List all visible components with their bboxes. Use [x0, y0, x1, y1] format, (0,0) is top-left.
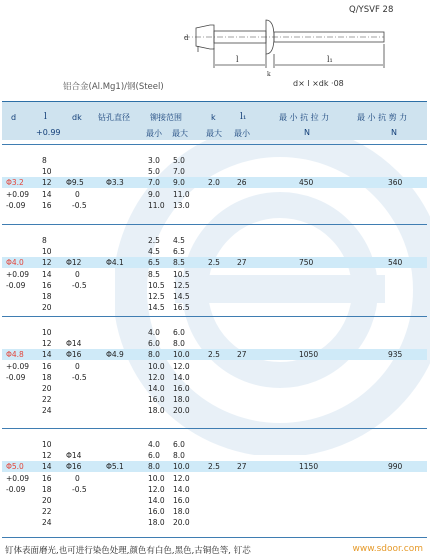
- cell-grip-max: 6.0: [173, 328, 185, 337]
- table-row: [2, 189, 427, 200]
- cell-grip-min: 3.0: [148, 156, 160, 165]
- header-grip-max: 最大: [172, 129, 188, 138]
- table-row: [2, 394, 427, 405]
- cell-tensile: 750: [299, 258, 314, 268]
- header-l1-min: 最小: [234, 129, 250, 138]
- header-l1: l₁: [240, 112, 247, 122]
- cell-grip-min: 10.0: [148, 361, 165, 371]
- cell-grip-min: 7.0: [148, 178, 160, 188]
- footer: [2, 537, 427, 560]
- header-l-tol: +0.99: [36, 128, 61, 137]
- cell-head-diameter: Φ16: [66, 350, 82, 360]
- header-grip: 铆接范围: [150, 113, 182, 122]
- spec-code: Q/YSVF 28: [349, 5, 394, 15]
- size-group: [2, 428, 427, 533]
- cell-grip-max: 8.5: [173, 258, 185, 268]
- cell-length: 14: [42, 189, 52, 199]
- table-row: [2, 495, 427, 506]
- cell-grip-max: 20.0: [173, 518, 190, 528]
- cell-grip-min: 8.0: [148, 462, 160, 472]
- cell-length: 18: [42, 372, 52, 382]
- table-row: [2, 200, 427, 211]
- cell-head-height: 2.5: [208, 462, 220, 472]
- material-label: 铝合金(Al.Mg1)/钢(Steel): [63, 82, 164, 92]
- cell-diameter-tol-minus: -0.09: [6, 484, 26, 494]
- cell-length: 16: [42, 473, 52, 483]
- cell-length: 18: [42, 484, 52, 494]
- cell-grip-max: 8.0: [173, 339, 185, 349]
- cell-grip-min: 8.5: [148, 269, 160, 279]
- cell-shear: 935: [388, 350, 403, 360]
- cell-head-tol: 0: [75, 189, 80, 199]
- table-row: [2, 338, 427, 349]
- diagram-label-k: k: [267, 71, 271, 78]
- size-group: [2, 224, 427, 317]
- cell-drill: Φ5.1: [106, 462, 124, 472]
- cell-length: 22: [42, 395, 52, 405]
- cell-diameter-tol-plus: +0.09: [6, 189, 29, 199]
- cell-diameter-tol-plus: +0.09: [6, 361, 29, 371]
- table-row: [2, 291, 427, 302]
- cell-length: 14: [42, 350, 52, 360]
- table-row: [2, 177, 427, 188]
- cell-head-diameter-alt: Φ14: [66, 451, 82, 461]
- cell-head-height: 2.0: [208, 178, 220, 188]
- table-row: [2, 405, 427, 416]
- table-row: [2, 517, 427, 528]
- cell-grip-min: 16.0: [148, 395, 165, 405]
- cell-grip-min: 18.0: [148, 406, 165, 416]
- cell-grip-min: 11.0: [148, 200, 165, 210]
- header-d: d: [11, 113, 17, 122]
- header-tensile-unit: N: [304, 128, 310, 137]
- table-row: [2, 484, 427, 495]
- cell-drill: Φ3.3: [106, 178, 124, 188]
- cell-grip-max: 10.5: [173, 269, 190, 279]
- cell-shear: 360: [388, 178, 403, 188]
- cell-grip-max: 12.0: [173, 473, 190, 483]
- diagram-label-l1: l₁: [327, 55, 333, 64]
- cell-head-tol-minus: -0.5: [72, 280, 87, 290]
- table-row: [2, 235, 427, 246]
- cell-grip-min: 4.0: [148, 328, 160, 337]
- table-row: [2, 302, 427, 313]
- cell-grip-max: 10.0: [173, 350, 190, 360]
- header-dk: dk: [72, 113, 82, 122]
- cell-grip-max: 12.5: [173, 280, 190, 290]
- cell-head-diameter: Φ12: [66, 258, 82, 268]
- cell-diameter-tol-minus: -0.09: [6, 200, 26, 210]
- table-row: [2, 450, 427, 461]
- cell-length: 12: [42, 451, 52, 461]
- cell-shear: 990: [388, 462, 403, 472]
- cell-grip-min: 6.0: [148, 339, 160, 349]
- cell-grip-max: 14.0: [173, 372, 190, 382]
- cell-grip-max: 11.0: [173, 189, 190, 199]
- table-row: [2, 280, 427, 291]
- cell-diameter: Φ4.8: [6, 350, 24, 360]
- cell-grip-min: 18.0: [148, 518, 165, 528]
- table-row: [2, 361, 427, 372]
- cell-diameter-tol-minus: -0.09: [6, 372, 26, 382]
- cell-grip-min: 10.5: [148, 280, 165, 290]
- cell-length: 20: [42, 384, 52, 393]
- table-row: [2, 506, 427, 517]
- cell-grip-max: 16.0: [173, 384, 190, 393]
- cell-grip-min: 6.5: [148, 258, 160, 268]
- cell-length: 20: [42, 303, 52, 313]
- table-row: [2, 166, 427, 177]
- cell-length: 22: [42, 507, 52, 517]
- cell-grip-max: 9.0: [173, 178, 185, 188]
- rivet-diagram: [178, 2, 408, 78]
- table-row: [2, 383, 427, 394]
- cell-head-diameter: Φ16: [66, 462, 82, 472]
- cell-length: 20: [42, 496, 52, 505]
- diagram-label-l: l: [236, 55, 239, 64]
- size-group: [2, 316, 427, 421]
- table-row: [2, 372, 427, 383]
- cell-length: 14: [42, 269, 52, 279]
- cell-length: 18: [42, 292, 52, 301]
- cell-grip-max: 6.0: [173, 440, 185, 449]
- cell-grip-min: 2.5: [148, 236, 160, 245]
- cell-head-tol: 0: [75, 361, 80, 371]
- header-k: k: [211, 113, 216, 122]
- cell-grip-min: 4.5: [148, 247, 160, 257]
- cell-grip-min: 10.0: [148, 473, 165, 483]
- table-row: [2, 461, 427, 472]
- cell-diameter: Φ4.0: [6, 258, 24, 268]
- table-row: [2, 349, 427, 360]
- cell-head-tol-minus: -0.5: [72, 484, 87, 494]
- cell-grip-max: 14.0: [173, 484, 190, 494]
- cell-head-tol: 0: [75, 269, 80, 279]
- table-row: [2, 246, 427, 257]
- table-row: [2, 269, 427, 280]
- cell-grip-max: 7.0: [173, 167, 185, 177]
- footer-url: www.sdoor.com: [352, 544, 423, 554]
- cell-diameter-tol-plus: +0.09: [6, 269, 29, 279]
- table-row: [2, 155, 427, 166]
- table-header: [2, 101, 427, 140]
- cell-grip-max: 18.0: [173, 507, 190, 517]
- cell-grip-min: 14.0: [148, 496, 165, 505]
- cell-grip-min: 9.0: [148, 189, 160, 199]
- table-row: [2, 439, 427, 450]
- diagram-label-d: d: [184, 34, 189, 42]
- cell-mandrel-length: 27: [237, 258, 247, 268]
- cell-grip-max: 16.0: [173, 496, 190, 505]
- cell-grip-min: 12.0: [148, 484, 165, 494]
- cell-head-tol-minus: -0.5: [72, 200, 87, 210]
- cell-length: 8: [42, 156, 47, 165]
- cell-mandrel-length: 27: [237, 350, 247, 360]
- cell-drill: Φ4.9: [106, 350, 124, 360]
- cell-length: 16: [42, 280, 52, 290]
- cell-length: 10: [42, 167, 52, 177]
- cell-length: 10: [42, 247, 52, 257]
- cell-grip-max: 14.5: [173, 292, 190, 301]
- cell-diameter: Φ3.2: [6, 178, 24, 188]
- rivet-formula: d× l ×dk ·08: [293, 79, 344, 88]
- size-group: [2, 144, 427, 215]
- header-shear: 最 小 抗 剪 力: [357, 113, 408, 122]
- cell-grip-min: 16.0: [148, 507, 165, 517]
- cell-grip-min: 8.0: [148, 350, 160, 360]
- cell-grip-max: 13.0: [173, 200, 190, 210]
- cell-grip-min: 12.0: [148, 372, 165, 382]
- cell-grip-max: 8.0: [173, 451, 185, 461]
- cell-length: 10: [42, 328, 52, 337]
- cell-head-tol-minus: -0.5: [72, 372, 87, 382]
- cell-tensile: 1050: [299, 350, 319, 360]
- cell-shear: 540: [388, 258, 403, 268]
- cell-length: 16: [42, 361, 52, 371]
- cell-mandrel-length: 27: [237, 462, 247, 472]
- cell-mandrel-length: 26: [237, 178, 247, 188]
- cell-head-height: 2.5: [208, 258, 220, 268]
- cell-length: 14: [42, 462, 52, 472]
- cell-length: 8: [42, 236, 47, 245]
- table-row: [2, 257, 427, 268]
- cell-head-height: 2.5: [208, 350, 220, 360]
- cell-length: 24: [42, 518, 52, 528]
- footer-note: 钉体表面磨光,也可进行染色处理,颜色有白色,黑色,古铜色等, 钉芯: [5, 546, 251, 556]
- cell-grip-min: 14.0: [148, 384, 165, 393]
- cell-length: 10: [42, 440, 52, 449]
- cell-grip-min: 14.5: [148, 303, 165, 313]
- cell-head-tol: 0: [75, 473, 80, 483]
- cell-grip-max: 12.0: [173, 361, 190, 371]
- cell-grip-max: 20.0: [173, 406, 190, 416]
- cell-grip-min: 12.5: [148, 292, 165, 301]
- header-drill: 钻孔直径: [98, 113, 130, 122]
- cell-diameter-tol-plus: +0.09: [6, 473, 29, 483]
- cell-drill: Φ4.1: [106, 258, 124, 268]
- cell-length: 12: [42, 258, 52, 268]
- cell-tensile: 1150: [299, 462, 319, 472]
- cell-grip-max: 6.5: [173, 247, 185, 257]
- cell-tensile: 450: [299, 178, 314, 188]
- cell-length: 24: [42, 406, 52, 416]
- cell-length: 12: [42, 178, 52, 188]
- cell-grip-max: 4.5: [173, 236, 185, 245]
- cell-diameter: Φ5.0: [6, 462, 24, 472]
- cell-grip-min: 4.0: [148, 440, 160, 449]
- table-row: [2, 327, 427, 338]
- cell-length: 16: [42, 200, 52, 210]
- cell-diameter-tol-minus: -0.09: [6, 280, 26, 290]
- cell-grip-min: 5.0: [148, 167, 160, 177]
- cell-head-diameter-alt: Φ14: [66, 339, 82, 349]
- cell-head-diameter: Φ9.5: [66, 178, 84, 188]
- header-l: l: [44, 112, 47, 122]
- header-grip-min: 最小: [146, 129, 162, 138]
- cell-grip-max: 18.0: [173, 395, 190, 405]
- header-k-max: 最大: [206, 129, 222, 138]
- cell-length: 12: [42, 339, 52, 349]
- header-shear-unit: N: [391, 128, 397, 137]
- cell-grip-max: 5.0: [173, 156, 185, 165]
- header-tensile: 最 小 抗 拉 力: [279, 113, 330, 122]
- table-row: [2, 473, 427, 484]
- cell-grip-max: 10.0: [173, 462, 190, 472]
- cell-grip-min: 6.0: [148, 451, 160, 461]
- cell-grip-max: 16.5: [173, 303, 190, 313]
